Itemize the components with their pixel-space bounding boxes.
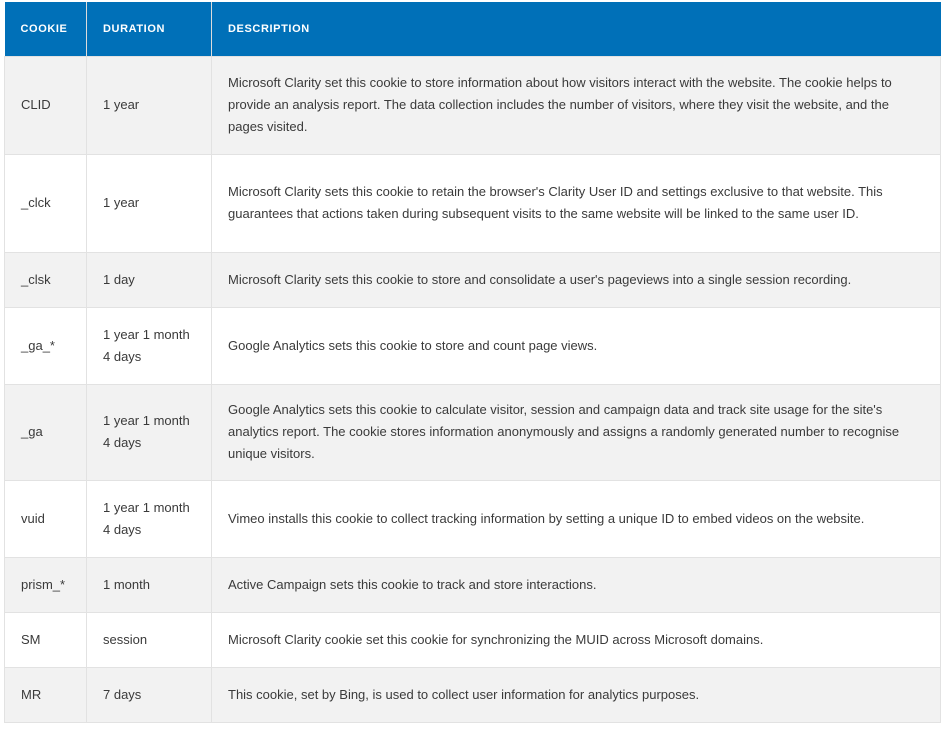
cookie-description: Microsoft Clarity cookie set this cookie for synchronizing the MUID across Microsoft domains. xyxy=(212,612,941,667)
cookie-description: Microsoft Clarity sets this cookie to store and consolidate a user's pageviews into a single session recording. xyxy=(212,252,941,307)
table-row xyxy=(5,307,941,384)
table-row xyxy=(5,667,941,722)
cookie-description: Active Campaign sets this cookie to track and store interactions. xyxy=(212,557,941,612)
cookie-duration: session xyxy=(87,612,212,667)
cookie-description: Google Analytics sets this cookie to store and count page views. xyxy=(212,307,941,384)
header-description: DESCRIPTION xyxy=(212,2,941,56)
cookie-duration: 1 year xyxy=(87,56,212,154)
cookie-name: CLID xyxy=(5,56,87,154)
cookie-duration: 1 day xyxy=(87,252,212,307)
table-header xyxy=(5,2,941,56)
cookie-duration: 1 month xyxy=(87,557,212,612)
cookie-name: SM xyxy=(5,612,87,667)
table-body xyxy=(5,56,941,722)
cookie-duration: 1 year 1 month 4 days xyxy=(87,384,212,480)
cookie-table xyxy=(4,2,941,723)
cookie-description: Microsoft Clarity set this cookie to store information about how visitors interact with the website. The cookie helps to provide an analysis report. The data collection includes the number of visitors, where they visit the website, and the pages visited. xyxy=(212,56,941,154)
table-row xyxy=(5,557,941,612)
header-row xyxy=(5,2,941,56)
cookie-duration: 1 year 1 month 4 days xyxy=(87,480,212,557)
cookie-name: _clck xyxy=(5,154,87,252)
cookie-description: Microsoft Clarity sets this cookie to retain the browser's Clarity User ID and settings exclusive to that website. This guarantees that actions taken during subsequent visits to the same website will be linked to the same user ID. xyxy=(212,154,941,252)
table-row xyxy=(5,252,941,307)
cookie-name: _ga xyxy=(5,384,87,480)
cookie-description: This cookie, set by Bing, is used to collect user information for analytics purposes. xyxy=(212,667,941,722)
cookie-name: _clsk xyxy=(5,252,87,307)
cookie-duration: 1 year 1 month 4 days xyxy=(87,307,212,384)
cookie-description: Google Analytics sets this cookie to calculate visitor, session and campaign data and track site usage for the site's analytics report. The cookie stores information anonymously and assigns a randomly generated number to recognise unique visitors. xyxy=(212,384,941,480)
header-cookie: COOKIE xyxy=(5,2,87,56)
cookie-description: Vimeo installs this cookie to collect tracking information by setting a unique ID to embed videos on the website. xyxy=(212,480,941,557)
cookie-name: prism_* xyxy=(5,557,87,612)
header-duration: DURATION xyxy=(87,2,212,56)
table-row xyxy=(5,56,941,154)
cookie-name: vuid xyxy=(5,480,87,557)
cookie-duration: 1 year xyxy=(87,154,212,252)
table-row xyxy=(5,384,941,480)
cookie-name: MR xyxy=(5,667,87,722)
table-row xyxy=(5,612,941,667)
cookie-name: _ga_* xyxy=(5,307,87,384)
table-row xyxy=(5,480,941,557)
cookie-duration: 7 days xyxy=(87,667,212,722)
table-row xyxy=(5,154,941,252)
